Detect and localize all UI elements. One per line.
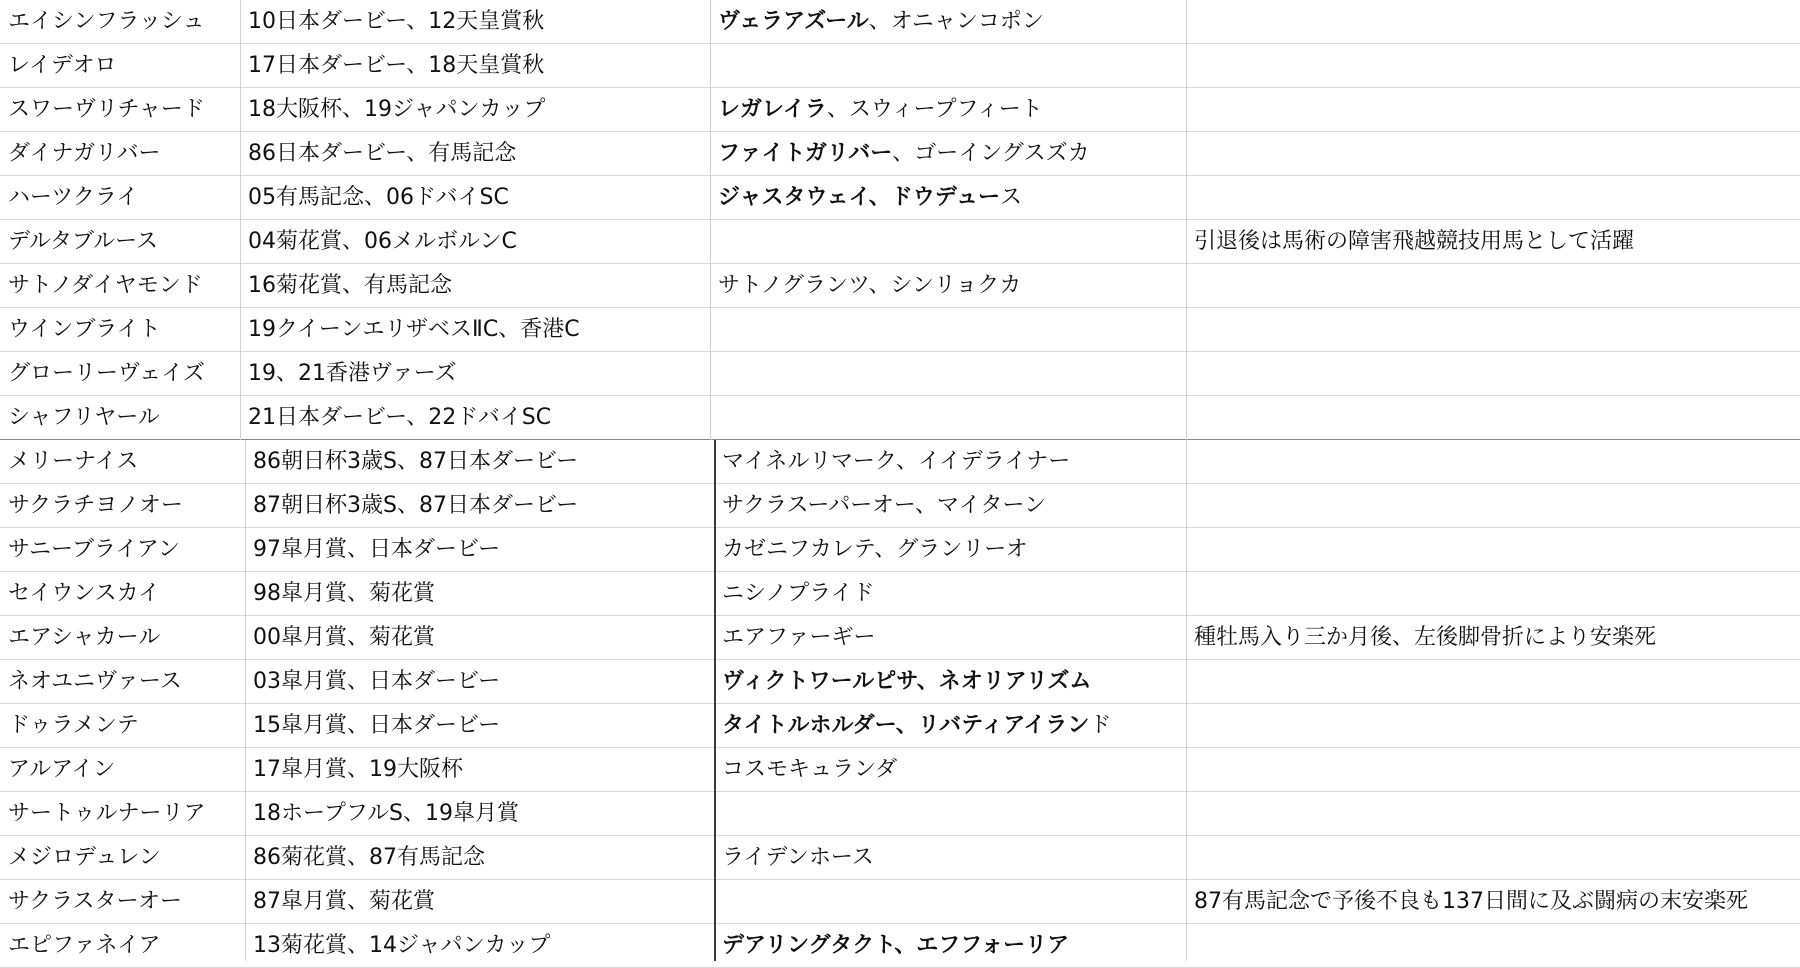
table-row	[0, 792, 1800, 836]
major-wins-cell[interactable]: 10日本ダービー、12天皇賞秋	[248, 9, 545, 34]
major-wins-cell[interactable]: 86朝日杯3歳S、87日本ダービー	[253, 449, 579, 474]
offspring-cell[interactable]	[710, 220, 1185, 263]
horse-name-cell[interactable]: エピファネイア	[8, 933, 161, 958]
table-row	[0, 308, 1800, 352]
horse-name-cell[interactable]: スワーヴリチャード	[8, 97, 205, 122]
major-wins-cell[interactable]: 15皐月賞、日本ダービー	[253, 713, 501, 738]
grid-column-line	[1186, 0, 1187, 961]
horse-name-cell[interactable]: サクラスターオー	[8, 889, 183, 914]
major-wins-cell[interactable]: 18大阪杯、19ジャパンカップ	[248, 97, 546, 122]
table-row	[0, 220, 1800, 264]
table-row	[0, 924, 1800, 968]
note-cell[interactable]	[1186, 44, 1800, 87]
major-wins-cell[interactable]: 03皐月賞、日本ダービー	[253, 669, 501, 694]
table-row	[0, 88, 1800, 132]
horse-name-cell[interactable]: ハーツクライ	[8, 185, 139, 210]
major-wins-cell[interactable]: 21日本ダービー、22ドバイSC	[248, 405, 552, 430]
table-row	[0, 484, 1800, 528]
major-wins-cell[interactable]: 04菊花賞、06メルボルンC	[248, 229, 517, 254]
horse-name-cell[interactable]: エアシャカール	[8, 625, 161, 650]
offspring-cell[interactable]	[710, 308, 1185, 351]
note-cell[interactable]	[1186, 352, 1800, 395]
major-wins-cell[interactable]: 17日本ダービー、18天皇賞秋	[248, 53, 545, 78]
horse-name-cell[interactable]: レイデオロ	[8, 53, 117, 78]
offspring-cell[interactable]	[710, 44, 1185, 87]
horse-name-cell[interactable]: グローリーヴェイズ	[8, 361, 205, 386]
major-wins-cell[interactable]: 87朝日杯3歳S、87日本ダービー	[253, 493, 579, 518]
note-cell[interactable]	[1186, 88, 1800, 131]
offspring-cell[interactable]: レガレイラ、スウィープフィート	[718, 97, 1043, 122]
table-row	[0, 44, 1800, 88]
offspring-cell[interactable]: マイネルリマーク、イイデライナー	[722, 449, 1071, 474]
note-cell[interactable]	[1186, 572, 1800, 615]
horse-name-cell[interactable]: サクラチヨノオー	[8, 493, 183, 518]
horse-name-cell[interactable]: セイウンスカイ	[8, 581, 161, 606]
note-cell[interactable]	[1186, 528, 1800, 571]
offspring-cell[interactable]: ヴィクトワールピサ、ネオリアリズム	[722, 669, 1092, 694]
major-wins-cell[interactable]: 18ホープフルS、19皐月賞	[253, 801, 519, 826]
note-cell[interactable]: 87有馬記念で予後不良も137日間に及ぶ闘病の末安楽死	[1194, 889, 1748, 914]
grid-column-line	[714, 440, 716, 961]
grid-column-line	[710, 0, 711, 440]
offspring-cell[interactable]: カゼニフカレテ、グランリーオ	[722, 537, 1028, 562]
table-row	[0, 176, 1800, 220]
offspring-cell[interactable]: ヴェラアズール、オニャンコポン	[718, 9, 1044, 34]
horse-name-cell[interactable]: アルアイン	[8, 757, 116, 782]
grid-column-line	[245, 440, 246, 961]
grid-column-line	[240, 0, 241, 440]
major-wins-cell[interactable]: 13菊花賞、14ジャパンカップ	[253, 933, 551, 958]
major-wins-cell[interactable]: 86日本ダービー、有馬記念	[248, 141, 517, 166]
offspring-cell[interactable]: ライデンホース	[722, 845, 874, 870]
note-cell[interactable]	[1186, 704, 1800, 747]
table-row	[0, 748, 1800, 792]
offspring-cell[interactable]: サクラスーパーオー、マイターン	[722, 493, 1047, 518]
offspring-cell[interactable]: ファイトガリバー、ゴーイングスズカ	[718, 141, 1090, 166]
major-wins-cell[interactable]: 05有馬記念、06ドバイSC	[248, 185, 509, 210]
major-wins-cell[interactable]: 87皐月賞、菊花賞	[253, 889, 435, 914]
table-row	[0, 704, 1800, 748]
offspring-cell[interactable]	[710, 352, 1185, 395]
note-cell[interactable]	[1186, 484, 1800, 527]
horse-name-cell[interactable]: ネオユニヴァース	[8, 669, 182, 694]
table-row	[0, 264, 1800, 308]
offspring-cell[interactable]	[710, 396, 1185, 439]
table-row	[0, 132, 1800, 176]
offspring-cell[interactable]: ジャスタウェイ、ドウデュース	[718, 185, 1023, 210]
table-row	[0, 660, 1800, 704]
major-wins-cell[interactable]: 98皐月賞、菊花賞	[253, 581, 435, 606]
horse-name-cell[interactable]: シャフリヤール	[8, 405, 160, 430]
note-cell[interactable]	[1186, 836, 1800, 879]
major-wins-cell[interactable]: 19クイーンエリザベスⅡC、香港C	[248, 317, 580, 342]
table-row	[0, 528, 1800, 572]
table-row	[0, 616, 1800, 660]
offspring-cell[interactable]: デアリングタクト、エフフォーリア	[722, 933, 1070, 958]
major-wins-cell[interactable]: 16菊花賞、有馬記念	[248, 273, 452, 298]
note-cell[interactable]	[1186, 660, 1800, 703]
table-row	[0, 352, 1800, 396]
note-cell[interactable]	[1186, 308, 1800, 351]
note-cell[interactable]	[1186, 396, 1800, 439]
horse-name-cell[interactable]: デルタブルース	[8, 229, 159, 254]
offspring-cell[interactable]: ニシノプライド	[722, 581, 875, 606]
note-cell[interactable]: 引退後は馬術の障害飛越競技用馬として活躍	[1194, 229, 1635, 254]
horse-name-cell[interactable]: サートゥルナーリア	[8, 801, 206, 826]
note-cell[interactable]	[1186, 440, 1800, 483]
major-wins-cell[interactable]: 97皐月賞、日本ダービー	[253, 537, 501, 562]
offspring-cell[interactable]: コスモキュランダ	[722, 757, 898, 782]
note-cell[interactable]	[1186, 176, 1800, 219]
horse-name-cell[interactable]: メジロデュレン	[8, 845, 161, 870]
table-row	[0, 0, 1800, 44]
horse-name-cell[interactable]: サニーブライアン	[8, 537, 180, 562]
horse-name-cell[interactable]: エイシンフラッシュ	[8, 9, 205, 34]
major-wins-cell[interactable]: 19、21香港ヴァーズ	[248, 361, 457, 386]
offspring-cell[interactable]: タイトルホルダー、リバティアイランド	[722, 713, 1112, 738]
table-row	[0, 440, 1800, 484]
table-row	[0, 836, 1800, 880]
horse-name-cell[interactable]: ウインブライト	[8, 317, 161, 342]
major-wins-cell[interactable]: 86菊花賞、87有馬記念	[253, 845, 485, 870]
offspring-cell[interactable]: エアファーギー	[722, 625, 876, 650]
horse-name-cell[interactable]: メリーナイス	[8, 449, 139, 474]
note-cell[interactable]	[1186, 264, 1800, 307]
note-cell[interactable]	[1186, 748, 1800, 791]
major-wins-cell[interactable]: 00皐月賞、菊花賞	[253, 625, 435, 650]
note-cell[interactable]	[1186, 0, 1800, 43]
offspring-cell[interactable]: サトノグランツ、シンリョクカ	[718, 273, 1022, 298]
offspring-cell[interactable]	[714, 792, 1189, 835]
major-wins-cell[interactable]: 17皐月賞、19大阪杯	[253, 757, 463, 782]
table-row	[0, 880, 1800, 924]
note-cell[interactable]	[1186, 132, 1800, 175]
table-row	[0, 396, 1800, 440]
horse-name-cell[interactable]: サトノダイヤモンド	[8, 273, 203, 298]
note-cell[interactable]	[1186, 792, 1800, 835]
note-cell[interactable]: 種牡馬入り三か月後、左後脚骨折により安楽死	[1194, 625, 1657, 650]
offspring-cell[interactable]	[714, 880, 1189, 923]
table-row	[0, 572, 1800, 616]
horse-name-cell[interactable]: ドゥラメンテ	[8, 713, 139, 738]
horse-name-cell[interactable]: ダイナガリバー	[8, 141, 161, 166]
